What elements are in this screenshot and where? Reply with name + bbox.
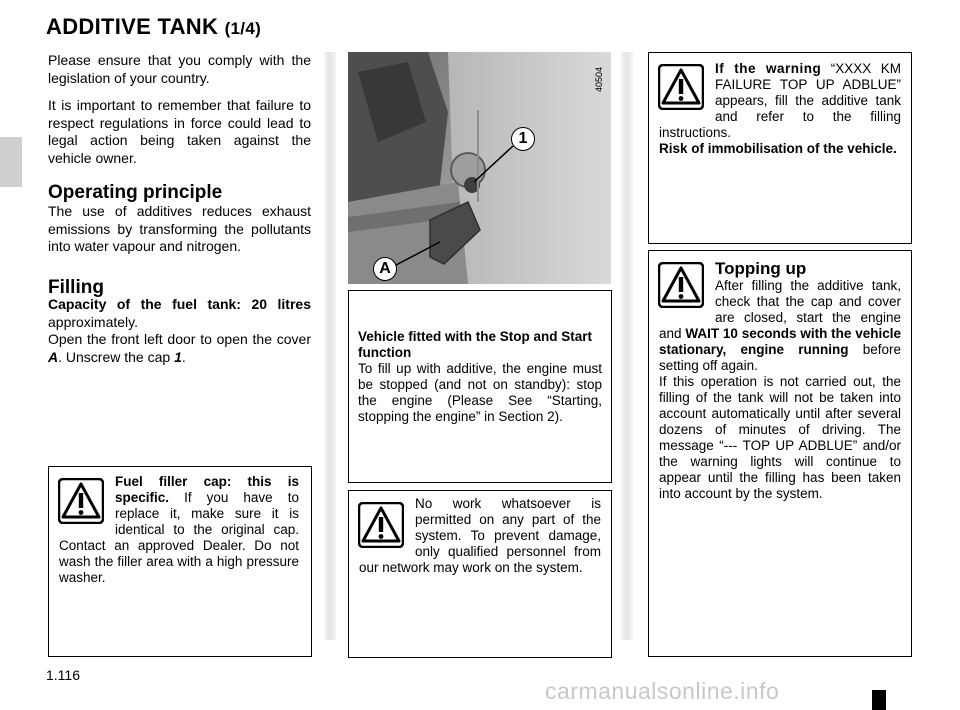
intro-section [48,52,311,177]
km-warning-risk: Risk of immobilisation of the vehicle. [659,141,897,156]
title-text: ADDITIVE TANK [46,14,219,39]
cap-warning-text: If you have to replace it, make sure it is identical to the original cap. Contact an approved Dealer. Do not wash the filler area with a high pressure washer. [59,490,299,585]
km-warning-box [648,52,912,244]
capacity-rest: approximately. [48,313,139,330]
column-stripe-left [324,52,336,640]
filling-text [48,296,311,366]
topping-up-heading: Topping up [715,259,807,278]
operating-section [48,183,311,256]
km-warning-lead: If the warning [715,61,822,76]
callout-leader-lines [348,52,611,284]
callout-1: 1 [511,127,535,151]
callout-a: A [373,257,397,281]
stop-start-box [348,290,612,483]
capacity-label: Capacity of the fuel tank: 20 litres [48,296,311,312]
intro-paragraph-2: It is important to remember that failure to respect regulations in force could lead to legal action being taken against the vehicle owner. [48,97,311,166]
operating-heading: Operating principle [48,182,223,203]
filling-instruction-b: . Unscrew the cap [58,348,171,365]
intro-paragraph-1: Please ensure that you comply with the legislation of your country. [48,52,311,86]
filling-heading: Filling [48,277,104,298]
filling-instruction-c: . [181,348,186,365]
section-tab [0,137,22,187]
watermark: carmanualsonline.info [545,678,780,704]
topping-up-text-2: before setting off again. [659,342,901,373]
km-warning-text: “XXXX KM FAILURE TOP UP ADBLUE” appears, fill the additive tank and refer to the filling instructions. [659,61,901,140]
page-number: 1.116 [46,667,80,683]
tank-photo [348,52,611,284]
stop-start-text: To fill up with additive, the engine must be stopped (and not on standby): stop the engine (Please See “Starting, stopping the engine” in Section 2). [358,361,602,424]
title-part: (1/4) [224,19,262,38]
ref-1: 1 [174,348,182,365]
photo-reference-number: 40504 [594,66,604,92]
column-stripe-right [621,52,633,640]
stop-start-title: Vehicle fitted with the Stop and Start function [358,329,593,360]
page-title [46,14,261,40]
topping-up-box [648,250,912,657]
topping-up-text-3: If this operation is not carried out, the filling of the tank will not be taken into account automatically until after several dozens of minutes of driving. The message “--- TOP UP ADBLUE” and/or the warning lights will continue to appear until the filling has been taken into account by the system. [659,374,901,501]
cap-warning-box [48,466,312,657]
operating-text: The use of additives reduces exhaust emissions by transforming the pollutants into water vapour and nitrogen. [48,203,311,254]
topping-up-wait: WAIT 10 seconds with the vehicle stationary, engine running [659,326,901,357]
filling-section [48,278,311,366]
no-work-text: No work whatsoever is permitted on any part of the system. To prevent damage, only qualified personnel from our network may work on the system. [359,496,601,575]
ref-a: A [48,348,59,365]
cap-warning-title: Fuel filler cap: this is specific. [115,474,299,505]
filling-instruction-a: Open the front left door to open the cover [48,331,311,347]
page-corner-marker [872,690,886,710]
topping-up-text-1: After filling the additive tank, check that the cap and cover are closed, start the engine and [659,278,901,341]
no-work-warning-box [348,490,612,658]
